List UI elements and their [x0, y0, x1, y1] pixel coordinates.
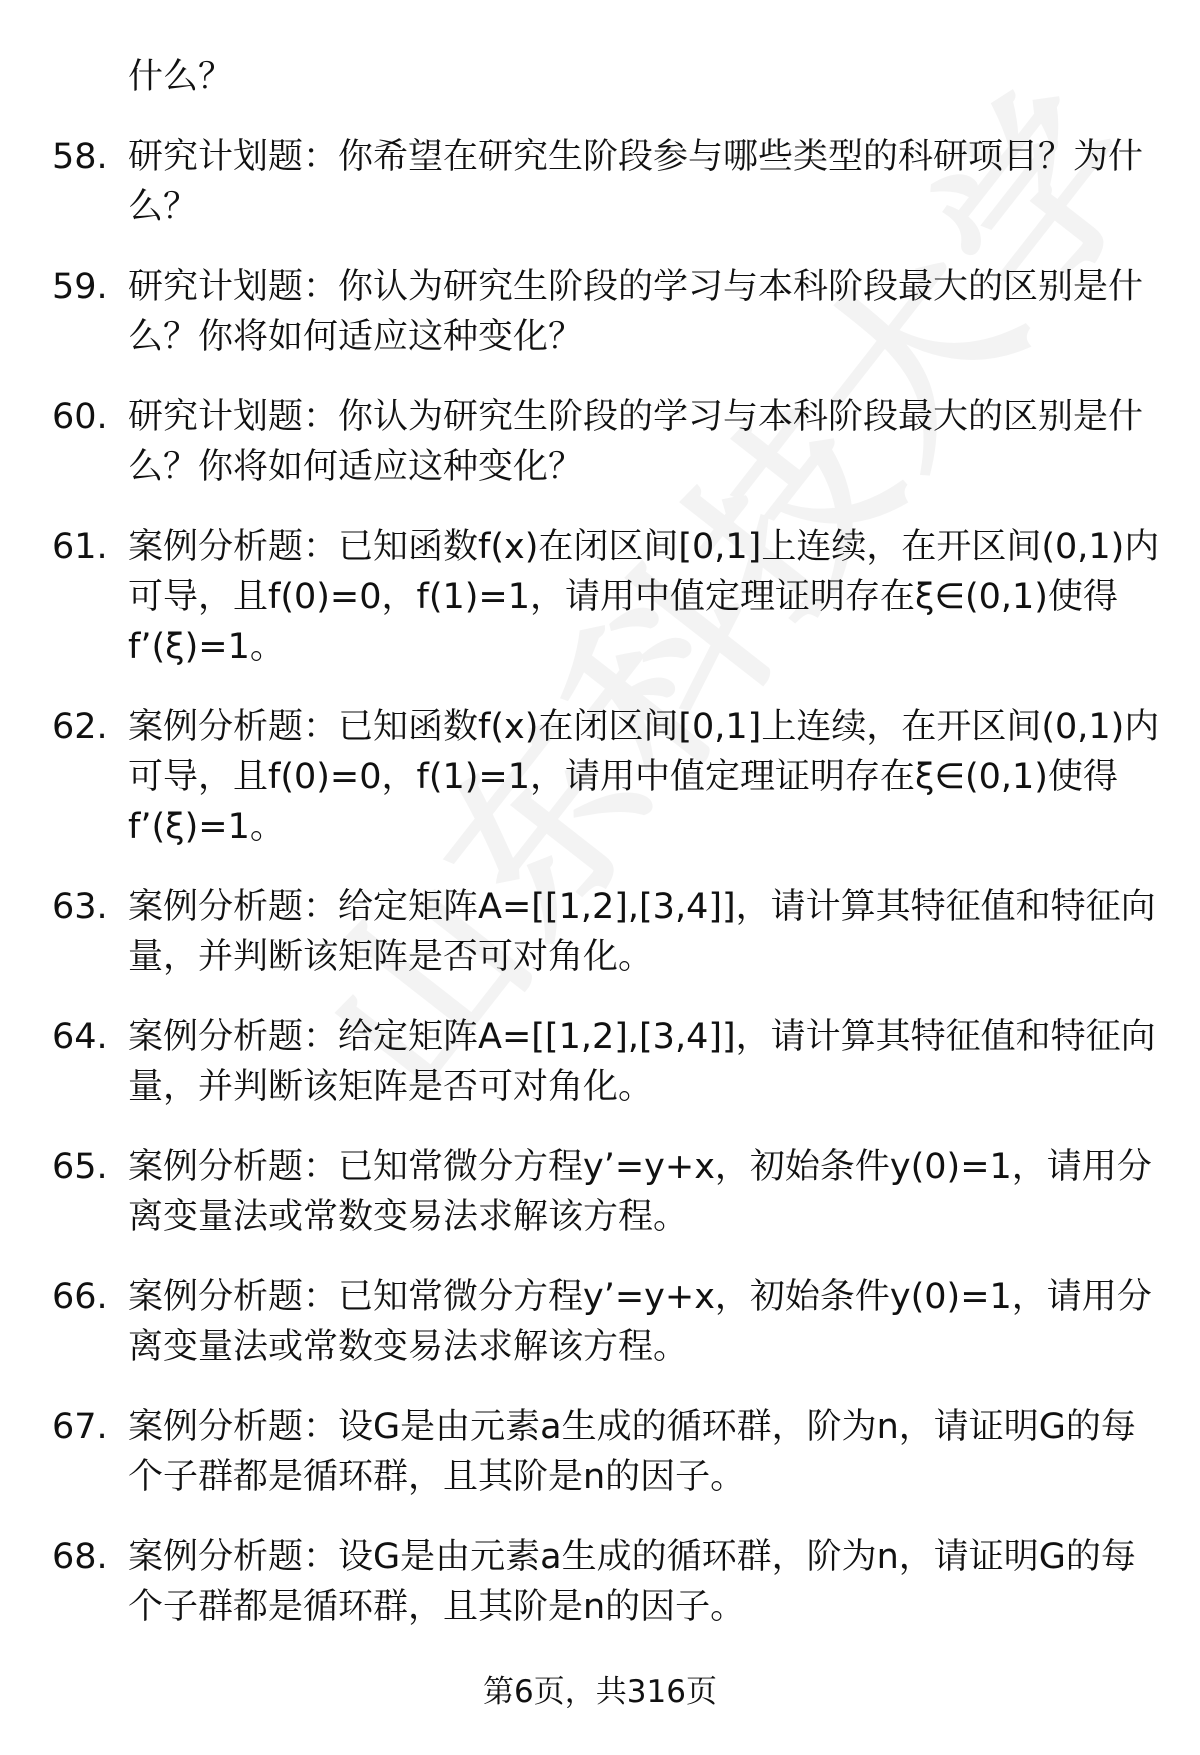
question-number: 63. — [52, 887, 108, 927]
question-text: 案例分析题：已知函数f(x)在闭区间[0,1]上连续，在开区间(0,1)内可导，且f(0)=0，f(1)=1，请用中值定理证明存在ξ∈(0,1)使得f’(ξ)=1。 — [128, 707, 1160, 847]
question-item — [52, 702, 1162, 852]
question-number: 64. — [52, 1017, 108, 1057]
question-number: 66. — [52, 1277, 108, 1317]
question-item — [52, 132, 1162, 232]
question-text: 什么？ — [128, 57, 234, 97]
question-text: 案例分析题：给定矩阵A=[[1,2],[3,4]]，请计算其特征值和特征向量，并判断该矩阵是否可对角化。 — [128, 887, 1156, 977]
question-text: 研究计划题：你认为研究生阶段的学习与本科阶段最大的区别是什么？你将如何适应这种变化？ — [128, 267, 1144, 357]
question-number: 68. — [52, 1537, 108, 1577]
question-continuation — [52, 52, 1162, 102]
question-number: 62. — [52, 707, 108, 747]
question-item — [52, 882, 1162, 982]
question-text: 研究计划题：你认为研究生阶段的学习与本科阶段最大的区别是什么？你将如何适应这种变化？ — [128, 397, 1144, 487]
page-footer: 第6页，共316页 — [483, 1674, 717, 1710]
question-list — [52, 52, 1162, 1662]
question-item — [52, 392, 1162, 492]
question-text: 案例分析题：设G是由元素a生成的循环群，阶为n，请证明G的每个子群都是循环群，且其阶是n的因子。 — [128, 1407, 1136, 1497]
question-text: 研究计划题：你希望在研究生阶段参与哪些类型的科研项目？为什么？ — [128, 137, 1144, 227]
question-text: 案例分析题：已知常微分方程y’=y+x，初始条件y(0)=1，请用分离变量法或常数变易法求解该方程。 — [128, 1277, 1152, 1367]
question-number: 65. — [52, 1147, 108, 1187]
question-text: 案例分析题：设G是由元素a生成的循环群，阶为n，请证明G的每个子群都是循环群，且其阶是n的因子。 — [128, 1537, 1136, 1627]
question-item — [52, 1532, 1162, 1632]
question-text: 案例分析题：已知常微分方程y’=y+x，初始条件y(0)=1，请用分离变量法或常数变易法求解该方程。 — [128, 1147, 1152, 1237]
question-item — [52, 1402, 1162, 1502]
question-text: 案例分析题：已知函数f(x)在闭区间[0,1]上连续，在开区间(0,1)内可导，且f(0)=0，f(1)=1，请用中值定理证明存在ξ∈(0,1)使得f’(ξ)=1。 — [128, 527, 1160, 667]
question-number: 61. — [52, 527, 108, 567]
question-item — [52, 1142, 1162, 1242]
question-item — [52, 1012, 1162, 1112]
question-text: 案例分析题：给定矩阵A=[[1,2],[3,4]]，请计算其特征值和特征向量，并判断该矩阵是否可对角化。 — [128, 1017, 1156, 1107]
question-item — [52, 1272, 1162, 1372]
question-item — [52, 522, 1162, 672]
question-number: 59. — [52, 267, 108, 307]
question-number: 58. — [52, 137, 108, 177]
question-number: 67. — [52, 1407, 108, 1447]
question-number: 60. — [52, 397, 108, 437]
question-item — [52, 262, 1162, 362]
